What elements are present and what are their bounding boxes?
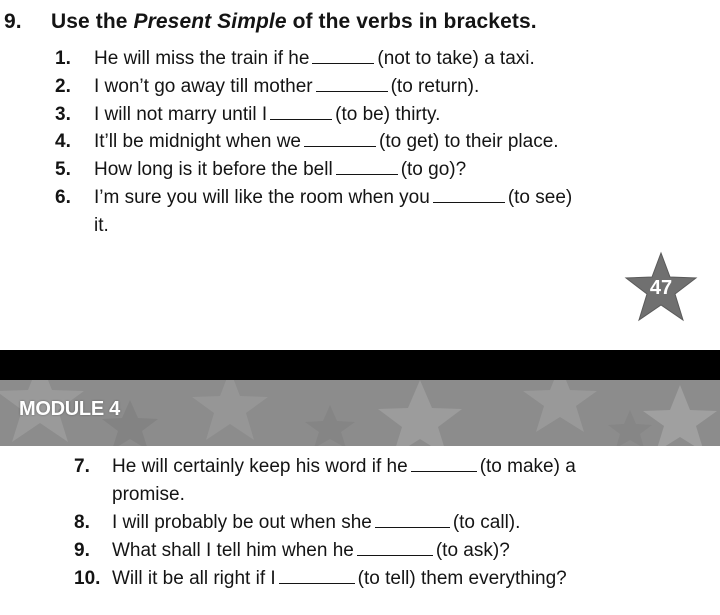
item-number: 9. <box>74 540 90 561</box>
item-text: Will it be all right if I <box>112 568 276 589</box>
answer-blank[interactable] <box>312 48 374 64</box>
item-hint: (to go)? <box>400 159 467 180</box>
exercise-continued <box>0 446 720 615</box>
item-number: 4. <box>55 131 71 152</box>
item-continuation: it. <box>94 215 109 236</box>
answer-blank[interactable] <box>304 131 376 147</box>
page-separator <box>0 350 720 380</box>
item-hint: (to see) <box>507 187 573 208</box>
item-hint: (not to take) a taxi. <box>377 48 535 69</box>
page-number-badge <box>622 250 700 328</box>
item-text: How long is it before the bell <box>94 159 333 180</box>
item-hint: (to ask)? <box>435 540 510 561</box>
item-text: What shall I tell him when he <box>112 540 354 561</box>
item-number: 2. <box>55 76 71 97</box>
answer-blank[interactable] <box>375 512 450 528</box>
answer-blank[interactable] <box>270 104 332 120</box>
item-continuation: promise. <box>112 484 185 505</box>
item-hint: (to tell) them everything? <box>357 568 567 589</box>
answer-blank[interactable] <box>411 456 477 472</box>
item-number: 1. <box>55 48 71 69</box>
exercise-number: 9. <box>4 10 22 33</box>
answer-blank[interactable] <box>433 187 505 203</box>
item-hint: (to be) thirty. <box>335 104 441 125</box>
item-text: I won’t go away till mother <box>94 76 313 97</box>
item-hint: (to make) a <box>479 456 576 477</box>
item-number: 7. <box>74 456 90 477</box>
item-text: I’m sure you will like the room when you <box>94 187 430 208</box>
answer-blank[interactable] <box>357 540 433 556</box>
item-number: 3. <box>55 104 71 125</box>
item-number: 10. <box>74 568 101 589</box>
answer-blank[interactable] <box>336 159 398 175</box>
item-text: I will not marry until I <box>94 104 268 125</box>
answer-blank[interactable] <box>316 76 388 92</box>
answer-blank[interactable] <box>279 568 355 584</box>
item-text: He will certainly keep his word if he <box>112 456 408 477</box>
item-number: 5. <box>55 159 71 180</box>
item-hint: (to return). <box>390 76 480 97</box>
item-number: 8. <box>74 512 90 533</box>
item-number: 6. <box>55 187 71 208</box>
item-text: It’ll be midnight when we <box>94 131 301 152</box>
item-text: He will miss the train if he <box>94 48 310 69</box>
page-number: 47 <box>649 277 673 299</box>
module-title: MODULE 4 <box>19 398 120 420</box>
tense-emphasis: Present Simple <box>133 10 287 33</box>
item-text: I will probably be out when she <box>112 512 372 533</box>
module-header <box>0 380 720 446</box>
item-hint: (to get) to their place. <box>379 131 559 152</box>
item-hint: (to call). <box>452 512 521 533</box>
exercise-instruction: Use the Present Simple of the verbs in brackets. <box>51 10 537 33</box>
